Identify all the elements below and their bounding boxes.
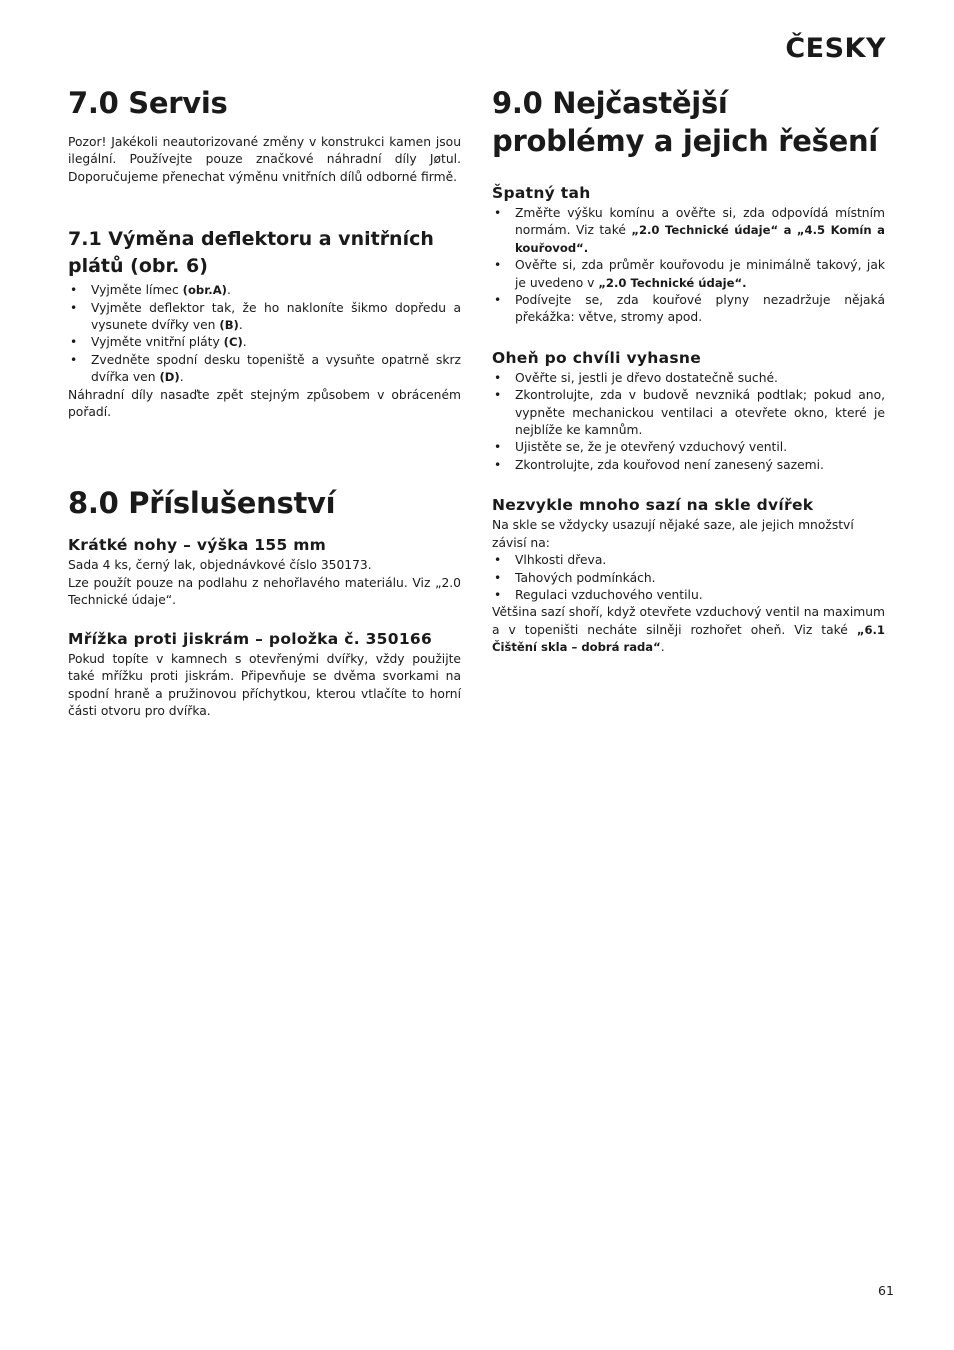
right-column <box>492 84 885 657</box>
section-7-title: 7.0 Servis <box>68 86 228 120</box>
soot-outro: Většina sazí shoří, když otevřete vzduchový ventil na maximum a v topeništi necháte silněji rozhořet oheň. Viz také „6.1 Čištění skla – dobrá rada“. <box>492 605 885 655</box>
draft-list <box>492 205 885 327</box>
list-item: • Změřte výšku komínu a ověřte si, zda odpovídá místním normám. Viz také „2.0 Technické údaje“ a „4.5 Komín a kouřovod“. <box>492 205 885 257</box>
list-item: • Regulaci vzduchového ventilu. <box>492 587 885 604</box>
list-item: • Ujistěte se, že je otevřený vzduchový ventil. <box>492 439 885 456</box>
section-7-1-list <box>68 282 461 386</box>
legs-title: Krátké nohy – výška 155 mm <box>68 536 327 555</box>
legs-line-2: Lze použít pouze na podlahu z nehořlavého materiálu. Viz „2.0 Technické údaje“. <box>68 575 461 608</box>
section-9-title: 9.0 Nejčastější problémy a jejich řešení <box>492 86 878 158</box>
list-item: • Podívejte se, zda kouřové plyny nezadržuje nějaká překážka: větve, stromy apod. <box>492 292 885 327</box>
list-item: • Zvedněte spodní desku topeniště a vysuňte opatrně skrz dvířka ven (D). <box>68 352 461 387</box>
section-7-1-title: 7.1 Výměna deflektoru a vnitřních plátů (obr. 6) <box>68 228 434 278</box>
legs-line-1: Sada 4 ks, černý lak, objednávkové číslo 350173. <box>68 558 372 573</box>
section-8-title: 8.0 Příslušenství <box>68 486 336 521</box>
language-label: ČESKY <box>785 33 886 64</box>
fire-list <box>492 370 885 474</box>
section-7-intro: Pozor! Jakékoli neautorizované změny v konstrukci kamen jsou ilegální. Používejte pouze značkové náhradní díly Jøtul. Doporučujeme přenechat výměnu vnitřních dílů odborné firmě. <box>68 135 461 184</box>
list-item: • Zkontrolujte, zda v budově nevzniká podtlak; pokud ano, vypněte mechanickou ventilaci a otevřete okno, které je nejblíže ke kamnům. <box>492 387 885 439</box>
soot-title: Nezvykle mnoho sazí na skle dvířek <box>492 496 814 515</box>
list-item: • Vlhkosti dřeva. <box>492 552 885 569</box>
spark-grid-title: Mřížka proti jiskrám – položka č. 350166 <box>68 629 433 648</box>
fire-title: Oheň po chvíli vyhasne <box>492 348 702 367</box>
list-item: • Zkontrolujte, zda kouřovod není zanesený sazemi. <box>492 457 885 474</box>
draft-title: Špatný tah <box>492 184 591 202</box>
list-item: • Vyjměte deflektor tak, že ho nakloníte šikmo dopředu a vysunete dvířky ven (B). <box>68 300 461 335</box>
list-item: • Tahových podmínkách. <box>492 570 885 587</box>
list-item: • Vyjměte límec (obr.A). <box>68 282 461 299</box>
spark-grid-text: Pokud topíte v kamnech s otevřenými dvířky, vždy použijte také mřížku proti jiskrám. Připevňuje se dvěma svorkami na spodní hraně a pružinovou příchytkou, kterou vtlačíte to horní části otvoru pro dvířka. <box>68 651 461 718</box>
list-item: • Vyjměte vnitřní pláty (C). <box>68 334 461 351</box>
list-item: • Ověřte si, jestli je dřevo dostatečně suché. <box>492 370 885 387</box>
soot-intro: Na skle se vždycky usazují nějaké saze, ale jejich množství závisí na: <box>492 518 854 550</box>
soot-list <box>492 552 885 604</box>
left-column <box>68 84 461 720</box>
list-item: • Ověřte si, zda průměr kouřovodu je minimálně takový, jak je uvedeno v „2.0 Technické údaje“. <box>492 257 885 292</box>
section-7-1-outro: Náhradní díly nasaďte zpět stejným způsobem v obráceném pořadí. <box>68 387 461 420</box>
page-number: 61 <box>878 1283 894 1298</box>
